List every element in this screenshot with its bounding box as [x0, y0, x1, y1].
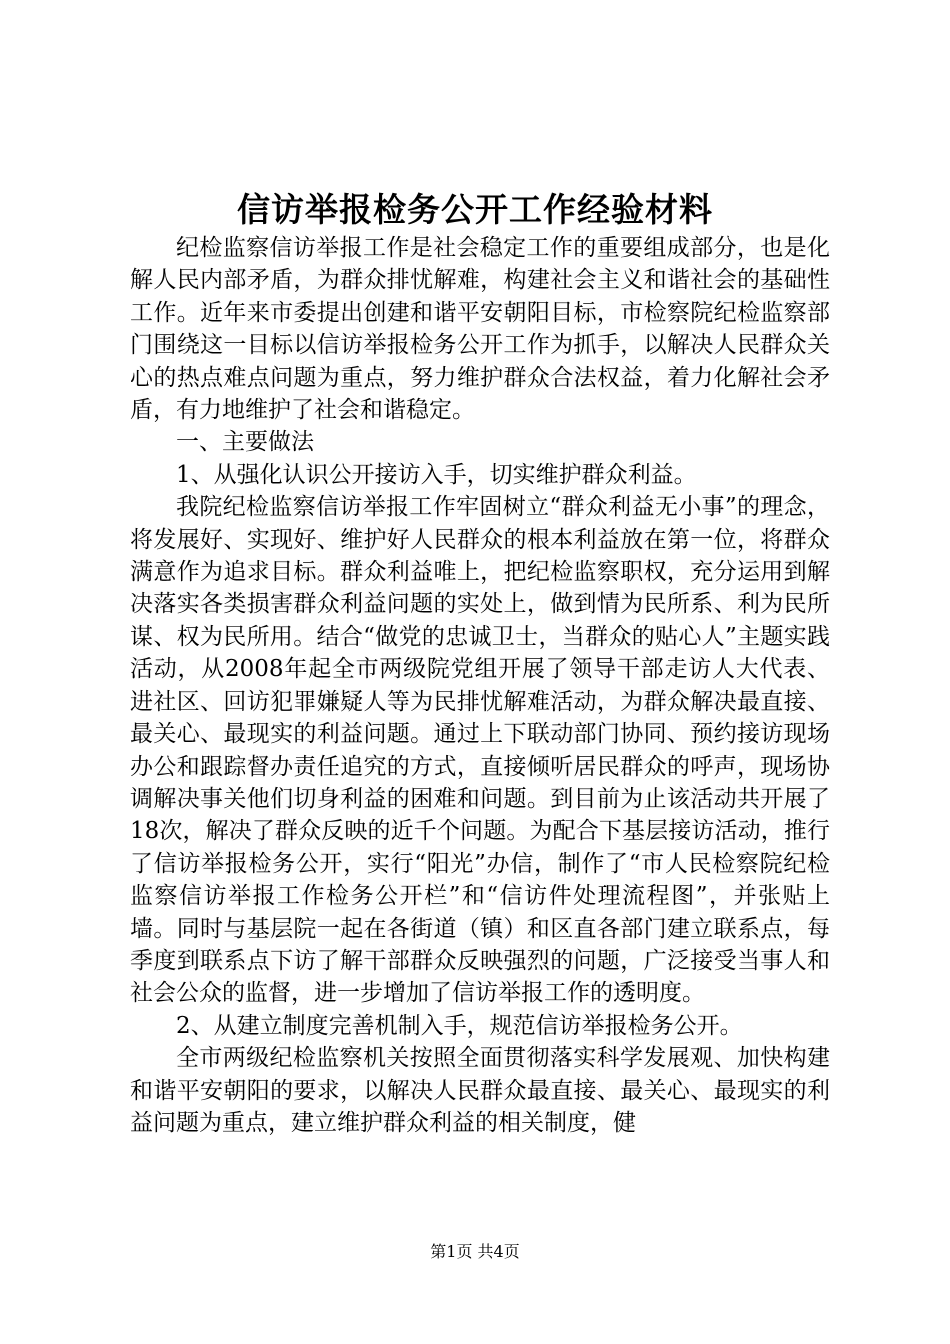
document-body	[130, 232, 830, 1139]
page-footer: 第1页 共4页	[430, 1242, 520, 1261]
paragraph-intro: 纪检监察信访举报工作是社会稳定工作的重要组成部分，也是化解人民内部矛盾，为群众排忧解难，构建社会主义和谐社会的基础性工作。近年来市委提出创建和谐平安朝阳目标，市检察院纪检监察部门围绕这一目标以信访举报检务公开工作为抓手，以解决人民群众关心的热点难点问题为重点，努力维护群众合法权益，着力化解社会矛盾，有力地维护了社会和谐稳定。	[130, 235, 830, 424]
document-title: 信访举报检务公开工作经验材料	[237, 190, 713, 229]
paragraph-practice-2: 全市两级纪检监察机关按照全面贯彻落实科学发展观、加快构建和谐平安朝阳的要求，以解决人民群众最直接、最关心、最现实的利益问题为重点，建立维护群众利益的相关制度，健	[130, 1045, 830, 1136]
paragraph-practice-1: 我院纪检监察信访举报工作牢固树立“群众利益无小事”的理念，将发展好、实现好、维护好人民群众的根本利益放在第一位，将群众满意作为追求目标。群众利益唯上，把纪检监察职权，充分运用到解决落实各类损害群众利益问题的实处上，做到情为民所系、利为民所谋、权为民所用。结合“做党的忠诚卫士，当群众的贴心人”主题实践活动，从2008年起全市两级院党组开展了领导干部走访人大代表、进社区、回访犯罪嫌疑人等为民排忧解难活动，为群众解决最直接、最关心、最现实的利益问题。通过上下联动部门协同、预约接访现场办公和跟踪督办责任追究的方式，直接倾听居民群众的呼声，现场协调解决事关他们切身利益的困难和问题。到目前为止该活动共开展了18次，解决了群众反映的近千个问题。为配合下基层接访活动，推行了信访举报检务公开，实行“阳光”办信，制作了“市人民检察院纪检监察信访举报工作检务公开栏”和“信访件处理流程图”，并张贴上墙。同时与基层院一起在各街道（镇）和区直各部门建立联系点，每季度到联系点下访了解干部群众反映强烈的问题，广泛接受当事人和社会公众的监督，进一步增加了信访举报工作的透明度。	[130, 494, 830, 1007]
subsection-heading-1: 1、从强化认识公开接访入手，切实维护群众利益。	[176, 461, 697, 488]
subsection-heading-2: 2、从建立制度完善机制入手，规范信访举报检务公开。	[176, 1012, 743, 1039]
section-heading: 一、主要做法	[176, 429, 314, 456]
